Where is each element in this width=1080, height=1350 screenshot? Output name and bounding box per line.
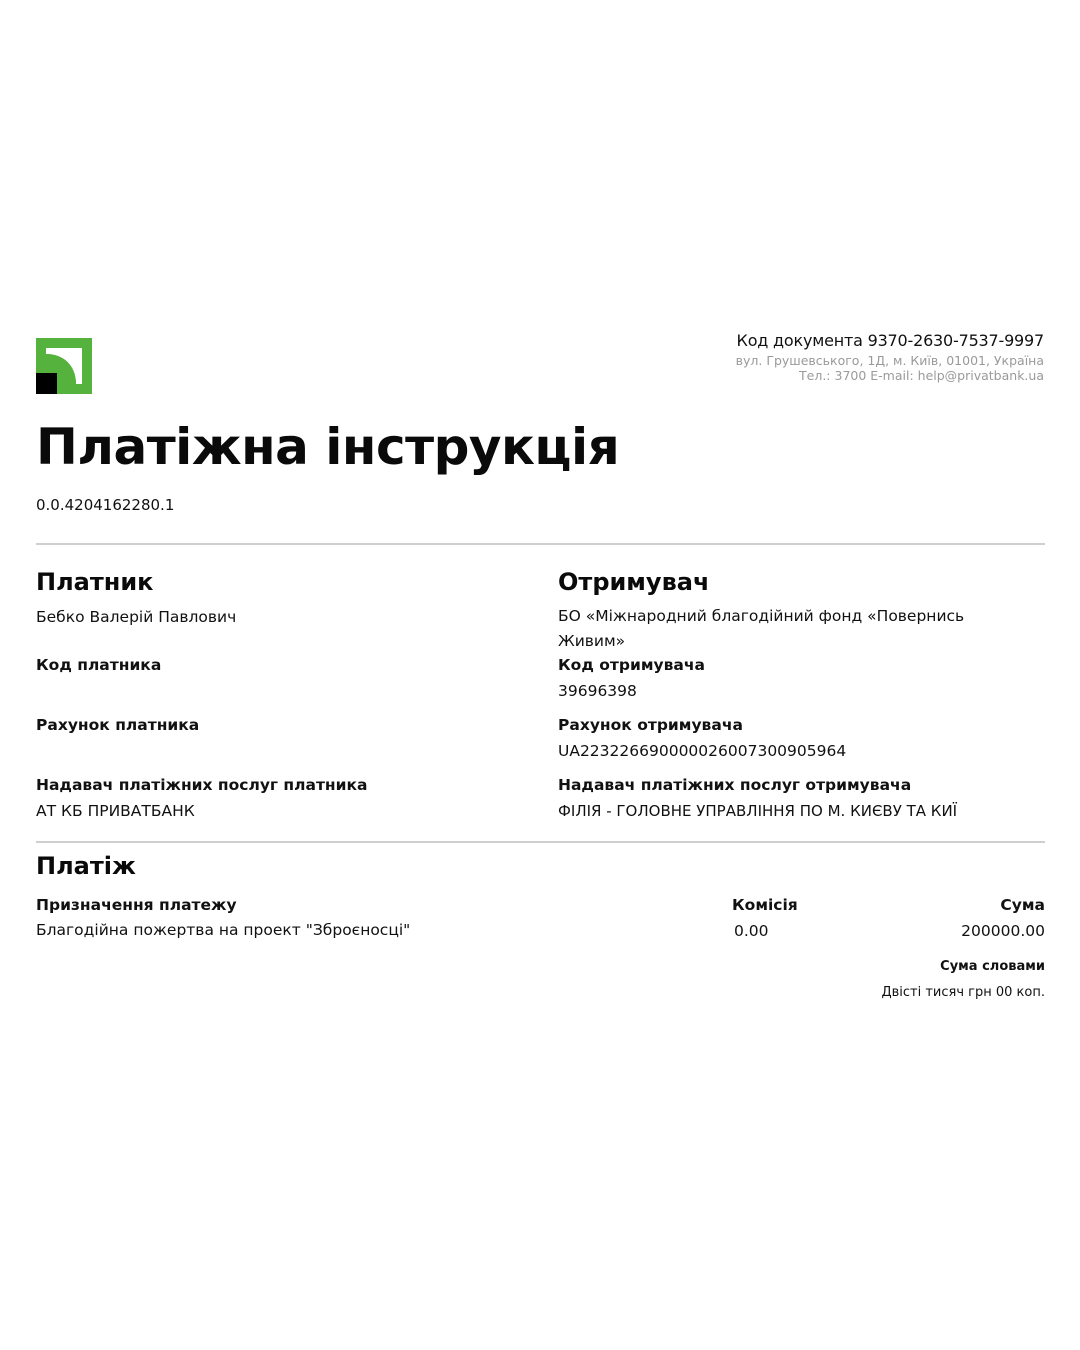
- document-number: 0.0.4204162280.1: [36, 496, 175, 514]
- recipient-code-value: 39696398: [558, 682, 637, 700]
- amount-words-label: Сума словами: [940, 959, 1045, 974]
- recipient-provider-value: ФІЛІЯ - ГОЛОВНЕ УПРАВЛІННЯ ПО М. КИЄВУ ТА КИЇ: [558, 802, 958, 820]
- payer-name: Бебко Валерій Павлович: [36, 608, 237, 626]
- payer-code-label: Код платника: [36, 656, 162, 674]
- payer-heading: Платник: [36, 568, 154, 596]
- privatbank-logo-icon: [36, 338, 92, 394]
- amount-words-value: Двісті тисяч грн 00 коп.: [881, 985, 1045, 1000]
- payer-provider-value: АТ КБ ПРИВАТБАНК: [36, 802, 195, 820]
- bank-contacts: Тел.: 3700 E-mail: help@privatbank.ua: [799, 368, 1044, 383]
- divider: [36, 841, 1045, 843]
- page-title: Платіжна інструкція: [36, 418, 620, 476]
- recipient-provider-label: Надавач платіжних послуг отримувача: [558, 776, 912, 794]
- payer-account-label: Рахунок платника: [36, 716, 200, 734]
- document-code: Код документа 9370-2630-7537-9997: [736, 331, 1044, 350]
- recipient-account-label: Рахунок отримувача: [558, 716, 743, 734]
- payer-provider-label: Надавач платіжних послуг платника: [36, 776, 368, 794]
- payment-purpose-value: Благодійна пожертва на проект "Зброєносці": [36, 921, 411, 939]
- bank-address: вул. Грушевського, 1Д, м. Київ, 01001, Україна: [735, 353, 1044, 368]
- recipient-account-value: UA223226690000026007300905964: [558, 742, 847, 760]
- divider: [36, 543, 1045, 545]
- payment-heading: Платіж: [36, 852, 136, 880]
- amount-value: 200000.00: [961, 922, 1045, 940]
- amount-label: Сума: [1000, 896, 1045, 914]
- recipient-heading: Отримувач: [558, 568, 710, 596]
- commission-label: Комісія: [732, 896, 798, 914]
- recipient-code-label: Код отримувача: [558, 656, 705, 674]
- commission-value: 0.00: [734, 922, 769, 940]
- payment-purpose-label: Призначення платежу: [36, 896, 237, 914]
- recipient-name: БО «Міжнародний благодійний фонд «Повернись Живим»: [558, 607, 965, 650]
